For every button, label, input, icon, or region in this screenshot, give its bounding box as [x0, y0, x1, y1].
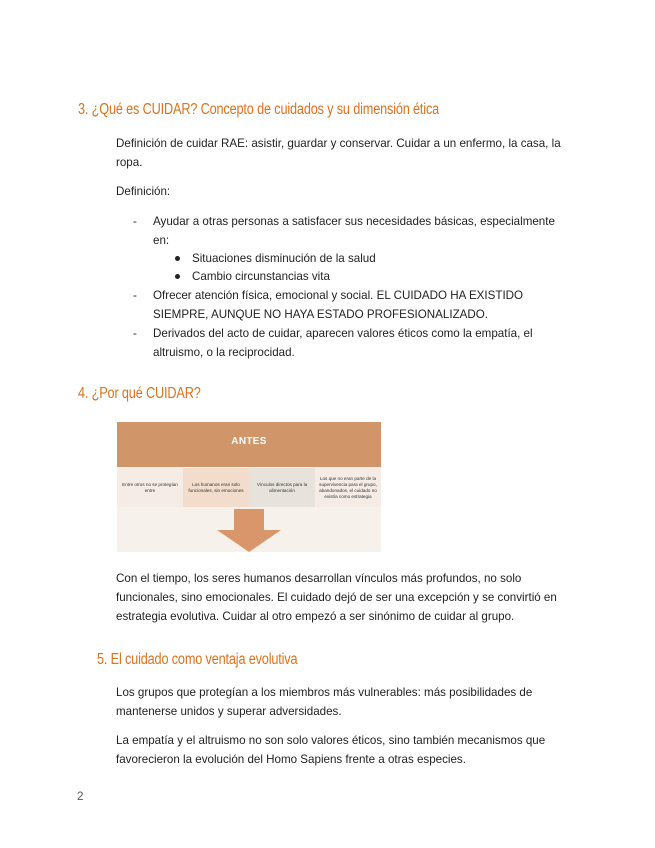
arrow-down-icon: [217, 530, 281, 552]
diagram-cell: Los que no eran parte de la supervivencia para el grupo, abandonados, el cuidado no existía como estrategia: [315, 468, 381, 507]
list-item-line: SIEMPRE, AUNQUE NO HAYA ESTADO PROFESIONALIZADO.: [153, 308, 488, 321]
diagram-cell: Vínculos directos para la alimentación: [249, 468, 315, 507]
definition-label: Definición:: [116, 185, 171, 198]
section-5-paragraph-line: favorecieron la evolución del Homo Sapiens frente a otras especies.: [116, 753, 466, 766]
dash-bullet: -: [133, 215, 137, 228]
diagram-cell: Entre otros no se protegían entre: [117, 468, 183, 507]
diagram-title: ANTES: [231, 436, 267, 447]
section-4-paragraph-line: Con el tiempo, los seres humanos desarrollan vínculos más profundos, no solo: [116, 572, 522, 585]
section-4-paragraph-line: estrategia evolutiva. Cuidar al otro empezó a ser sinónimo de cuidar al grupo.: [116, 610, 515, 623]
list-item-line: Derivados del acto de cuidar, aparecen valores éticos como la empatía, el: [153, 327, 533, 340]
section-5-paragraph-line: mantenerse unidos y superar adversidades.: [116, 705, 342, 718]
section-5-paragraph-line: La empatía y el altruismo no son solo valores éticos, sino también mecanismos que: [116, 734, 546, 747]
list-item-line: Ofrecer atención física, emocional y social. EL CUIDADO HA EXISTIDO: [153, 289, 524, 302]
list-item-line: en:: [153, 234, 170, 247]
dash-bullet: -: [133, 289, 137, 302]
list-item-line: Ayudar a otras personas a satisfacer sus necesidades básicas, especialmente: [153, 215, 555, 228]
section-5-paragraph-line: Los grupos que protegían a los miembros más vulnerables: más posibilidades de: [116, 686, 533, 699]
bullet-dot: [175, 274, 180, 279]
section-3-heading: 3. ¿Qué es CUIDAR? Concepto de cuidados y su dimensión ética: [78, 101, 440, 118]
diagram-cell: Los humanos eran solo funcionales, sin emociones: [183, 468, 249, 507]
bullet-dot: [175, 256, 180, 261]
dash-bullet: -: [133, 327, 137, 340]
section-4-heading: 4. ¿Por qué CUIDAR?: [78, 385, 201, 402]
sub-list-item: Situaciones disminución de la salud: [192, 252, 376, 265]
section-3-paragraph-line: ropa.: [116, 156, 143, 169]
antes-diagram: [117, 422, 381, 552]
page-number: 2: [77, 790, 84, 803]
section-5-heading: 5. El cuidado como ventaja evolutiva: [97, 651, 298, 668]
section-3-paragraph-line: Definición de cuidar RAE: asistir, guardar y conservar. Cuidar a un enfermo, la casa, la: [116, 137, 561, 150]
list-item-line: altruismo, o la reciprocidad.: [153, 346, 295, 359]
arrow-down-shaft: [234, 509, 264, 531]
sub-list-item: Cambio circunstancias vita: [192, 270, 330, 283]
section-4-paragraph-line: funcionales, sino emocionales. El cuidado dejó de ser una excepción y se convirtió en: [116, 591, 557, 604]
